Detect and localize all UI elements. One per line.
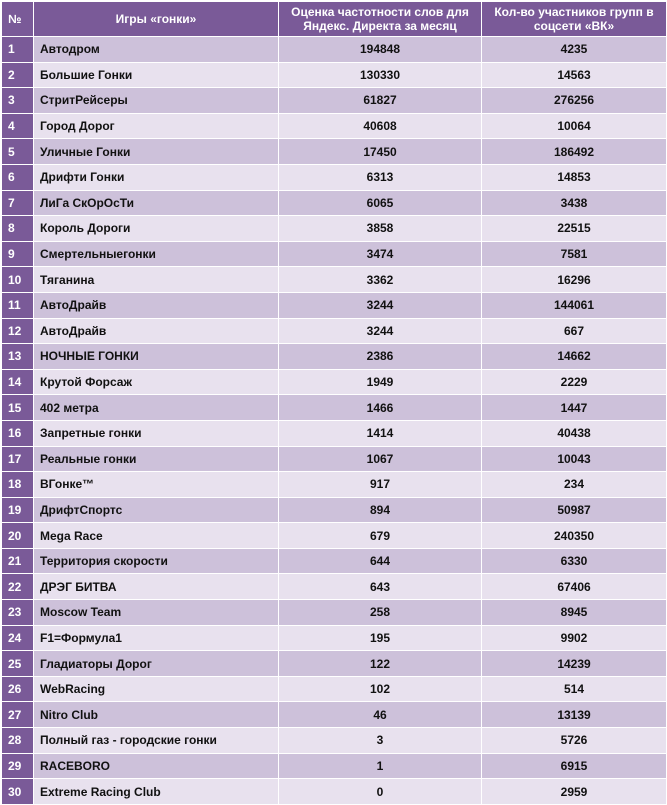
row-number-cell: 30 [2, 779, 34, 805]
vk-members-cell: 5726 [482, 728, 667, 754]
yandex-frequency-cell: 2386 [279, 344, 482, 370]
vk-members-cell: 3438 [482, 190, 667, 216]
game-name-cell: АвтоДрайв [34, 292, 279, 318]
row-number-cell: 20 [2, 523, 34, 549]
game-name-cell: ВГонке™ [34, 472, 279, 498]
table-row [2, 37, 667, 63]
header-game-name: Игры «гонки» [34, 2, 279, 37]
yandex-frequency-cell: 1067 [279, 446, 482, 472]
row-number-cell: 29 [2, 753, 34, 779]
table-row [2, 216, 667, 242]
game-name-cell: СтритРейсеры [34, 88, 279, 114]
row-number-cell: 17 [2, 446, 34, 472]
row-number-cell: 4 [2, 113, 34, 139]
game-name-cell: Крутой Форсаж [34, 369, 279, 395]
yandex-frequency-cell: 195 [279, 625, 482, 651]
vk-members-cell: 234 [482, 472, 667, 498]
vk-members-cell: 6915 [482, 753, 667, 779]
vk-members-cell: 4235 [482, 37, 667, 63]
yandex-frequency-cell: 917 [279, 472, 482, 498]
game-name-cell: 402 метра [34, 395, 279, 421]
table-row [2, 420, 667, 446]
yandex-frequency-cell: 679 [279, 523, 482, 549]
game-name-cell: Автодром [34, 37, 279, 63]
row-number-cell: 22 [2, 574, 34, 600]
table-row [2, 651, 667, 677]
row-number-cell: 23 [2, 600, 34, 626]
yandex-frequency-cell: 3858 [279, 216, 482, 242]
game-name-cell: Смертельныегонки [34, 241, 279, 267]
row-number-cell: 18 [2, 472, 34, 498]
row-number-cell: 1 [2, 37, 34, 63]
vk-members-cell: 22515 [482, 216, 667, 242]
table-row [2, 523, 667, 549]
game-name-cell: ДРЭГ БИТВА [34, 574, 279, 600]
vk-members-cell: 50987 [482, 497, 667, 523]
yandex-frequency-cell: 1414 [279, 420, 482, 446]
game-name-cell: Полный газ - городские гонки [34, 728, 279, 754]
row-number-cell: 8 [2, 216, 34, 242]
vk-members-cell: 14563 [482, 62, 667, 88]
row-number-cell: 13 [2, 344, 34, 370]
game-name-cell: Дрифти Гонки [34, 164, 279, 190]
game-name-cell: ЛиГа СкОрОсТи [34, 190, 279, 216]
row-number-cell: 25 [2, 651, 34, 677]
table-row [2, 164, 667, 190]
row-number-cell: 7 [2, 190, 34, 216]
vk-members-cell: 14853 [482, 164, 667, 190]
header-yandex-frequency: Оценка частотности слов для Яндекс. Директа за месяц [279, 2, 482, 37]
yandex-frequency-cell: 17450 [279, 139, 482, 165]
row-number-cell: 16 [2, 420, 34, 446]
vk-members-cell: 10064 [482, 113, 667, 139]
game-name-cell: АвтоДрайв [34, 318, 279, 344]
vk-members-cell: 186492 [482, 139, 667, 165]
yandex-frequency-cell: 6313 [279, 164, 482, 190]
game-name-cell: Реальные гонки [34, 446, 279, 472]
yandex-frequency-cell: 3362 [279, 267, 482, 293]
table-row [2, 190, 667, 216]
vk-members-cell: 8945 [482, 600, 667, 626]
vk-members-cell: 2959 [482, 779, 667, 805]
table-row [2, 369, 667, 395]
game-name-cell: Moscow Team [34, 600, 279, 626]
yandex-frequency-cell: 1 [279, 753, 482, 779]
row-number-cell: 12 [2, 318, 34, 344]
row-number-cell: 24 [2, 625, 34, 651]
game-name-cell: Большие Гонки [34, 62, 279, 88]
row-number-cell: 6 [2, 164, 34, 190]
vk-members-cell: 7581 [482, 241, 667, 267]
row-number-cell: 19 [2, 497, 34, 523]
vk-members-cell: 240350 [482, 523, 667, 549]
vk-members-cell: 667 [482, 318, 667, 344]
yandex-frequency-cell: 3244 [279, 318, 482, 344]
vk-members-cell: 2229 [482, 369, 667, 395]
table-row [2, 574, 667, 600]
table-row [2, 497, 667, 523]
row-number-cell: 28 [2, 728, 34, 754]
vk-members-cell: 16296 [482, 267, 667, 293]
row-number-cell: 14 [2, 369, 34, 395]
table-row [2, 625, 667, 651]
game-name-cell: Территория скорости [34, 548, 279, 574]
table-row [2, 395, 667, 421]
yandex-frequency-cell: 894 [279, 497, 482, 523]
table-row [2, 779, 667, 805]
table-row [2, 267, 667, 293]
yandex-frequency-cell: 122 [279, 651, 482, 677]
row-number-cell: 21 [2, 548, 34, 574]
row-number-cell: 10 [2, 267, 34, 293]
table-row [2, 702, 667, 728]
vk-members-cell: 6330 [482, 548, 667, 574]
vk-members-cell: 14239 [482, 651, 667, 677]
game-name-cell: ДрифтСпортс [34, 497, 279, 523]
row-number-cell: 15 [2, 395, 34, 421]
row-number-cell: 11 [2, 292, 34, 318]
table-row [2, 753, 667, 779]
table-row [2, 446, 667, 472]
table-row [2, 139, 667, 165]
vk-members-cell: 514 [482, 676, 667, 702]
game-name-cell: Город Дорог [34, 113, 279, 139]
yandex-frequency-cell: 40608 [279, 113, 482, 139]
yandex-frequency-cell: 194848 [279, 37, 482, 63]
table-row [2, 548, 667, 574]
vk-members-cell: 10043 [482, 446, 667, 472]
row-number-cell: 3 [2, 88, 34, 114]
table-row [2, 292, 667, 318]
yandex-frequency-cell: 643 [279, 574, 482, 600]
table-row [2, 318, 667, 344]
yandex-frequency-cell: 644 [279, 548, 482, 574]
row-number-cell: 27 [2, 702, 34, 728]
game-name-cell: Extreme Racing Club [34, 779, 279, 805]
table-row [2, 113, 667, 139]
game-name-cell: Mega Race [34, 523, 279, 549]
yandex-frequency-cell: 3 [279, 728, 482, 754]
yandex-frequency-cell: 102 [279, 676, 482, 702]
game-name-cell: Запретные гонки [34, 420, 279, 446]
game-name-cell: F1=Формула1 [34, 625, 279, 651]
yandex-frequency-cell: 61827 [279, 88, 482, 114]
vk-members-cell: 40438 [482, 420, 667, 446]
yandex-frequency-cell: 1466 [279, 395, 482, 421]
yandex-frequency-cell: 1949 [279, 369, 482, 395]
table-row [2, 241, 667, 267]
yandex-frequency-cell: 3244 [279, 292, 482, 318]
racing-games-table [1, 1, 667, 805]
vk-members-cell: 1447 [482, 395, 667, 421]
row-number-cell: 2 [2, 62, 34, 88]
vk-members-cell: 67406 [482, 574, 667, 600]
header-number: № [2, 2, 34, 37]
table-row [2, 88, 667, 114]
table-row [2, 344, 667, 370]
game-name-cell: RACEBORO [34, 753, 279, 779]
row-number-cell: 26 [2, 676, 34, 702]
game-name-cell: Тяганина [34, 267, 279, 293]
game-name-cell: Король Дороги [34, 216, 279, 242]
table-row [2, 728, 667, 754]
game-name-cell: НОЧНЫЕ ГОНКИ [34, 344, 279, 370]
game-name-cell: Nitro Club [34, 702, 279, 728]
game-name-cell: Гладиаторы Дорог [34, 651, 279, 677]
header-vk-members: Кол-во участников групп в соцсети «ВК» [482, 2, 667, 37]
table-row [2, 676, 667, 702]
yandex-frequency-cell: 0 [279, 779, 482, 805]
yandex-frequency-cell: 3474 [279, 241, 482, 267]
table-row [2, 62, 667, 88]
yandex-frequency-cell: 46 [279, 702, 482, 728]
vk-members-cell: 14662 [482, 344, 667, 370]
table-header-row [2, 2, 667, 37]
game-name-cell: Уличные Гонки [34, 139, 279, 165]
vk-members-cell: 9902 [482, 625, 667, 651]
vk-members-cell: 144061 [482, 292, 667, 318]
table-row [2, 600, 667, 626]
row-number-cell: 5 [2, 139, 34, 165]
yandex-frequency-cell: 130330 [279, 62, 482, 88]
yandex-frequency-cell: 6065 [279, 190, 482, 216]
vk-members-cell: 276256 [482, 88, 667, 114]
yandex-frequency-cell: 258 [279, 600, 482, 626]
row-number-cell: 9 [2, 241, 34, 267]
vk-members-cell: 13139 [482, 702, 667, 728]
table-row [2, 472, 667, 498]
game-name-cell: WebRacing [34, 676, 279, 702]
